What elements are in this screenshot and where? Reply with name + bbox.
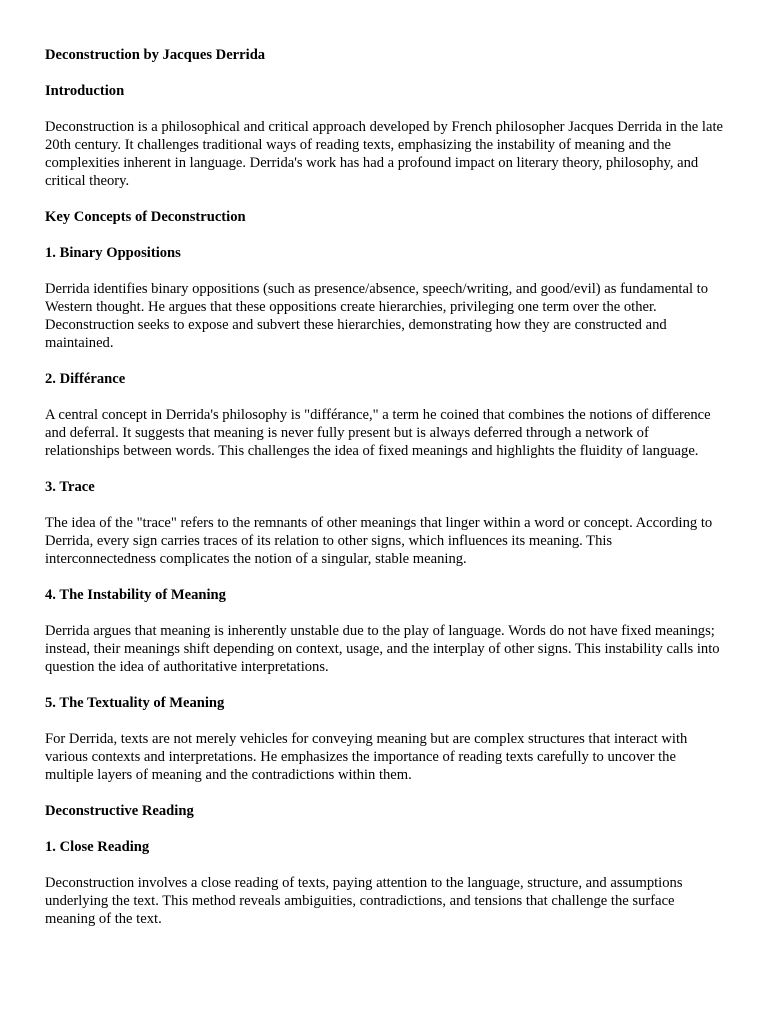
- concept-paragraph-trace: The idea of the "trace" refers to the remnants of other meanings that linger within a word or concept. According to Derrida, every sign carries traces of its relation to other signs, which influences its meaning. This interconnectedness complicates the notion of a singular, stable meaning.: [45, 515, 713, 567]
- concept-heading-binary-oppositions: 1. Binary Oppositions: [45, 245, 181, 261]
- section-heading-deconstructive-reading: Deconstructive Reading: [45, 803, 194, 819]
- concept-heading-textuality: 5. The Textuality of Meaning: [45, 695, 225, 711]
- concept-heading-trace: 3. Trace: [45, 479, 95, 495]
- concept-paragraph-instability: Derrida argues that meaning is inherently unstable due to the play of language. Words do not have fixed meanings; instead, their meanings shift depending on context, usage, and the interplay of other signs. This instability calls into question the idea of authoritative interpretations.: [45, 623, 720, 675]
- concept-paragraph-differance: A central concept in Derrida's philosophy is "différance," a term he coined that combines the notions of difference and deferral. It suggests that meaning is never fully present but is always deferred through a network of relationships between words. This challenges the idea of fixed meanings and highlights the fluidity of language.: [45, 407, 711, 459]
- concept-heading-instability: 4. The Instability of Meaning: [45, 587, 226, 603]
- concept-paragraph-binary-oppositions: Derrida identifies binary oppositions (such as presence/absence, speech/writing, and good/evil) as fundamental to Western thought. He argues that these oppositions create hierarchies, privileging one term over the other. Deconstruction seeks to expose and subvert these hierarchies, demonstrating how they are constructed and maintained.: [45, 281, 709, 351]
- concept-paragraph-textuality: For Derrida, texts are not merely vehicles for conveying meaning but are complex structures that interact with various contexts and interpretations. He emphasizes the importance of reading texts carefully to uncover the multiple layers of meaning and the contradictions within them.: [45, 731, 688, 783]
- section-heading-introduction: Introduction: [45, 83, 125, 99]
- document-page: [45, 46, 725, 946]
- concept-heading-differance: 2. Différance: [45, 371, 126, 387]
- introduction-paragraph: Deconstruction is a philosophical and critical approach developed by French philosopher Jacques Derrida in the late 20th century. It challenges traditional ways of reading texts, emphasizing the instability of meaning and the complexities inherent in language. Derrida's work has had a profound impact on literary theory, philosophy, and critical theory.: [45, 119, 723, 189]
- reading-paragraph-close-reading: Deconstruction involves a close reading of texts, paying attention to the language, structure, and assumptions underlying the text. This method reveals ambiguities, contradictions, and tensions that challenge the surface meaning of the text.: [45, 875, 683, 927]
- reading-heading-close-reading: 1. Close Reading: [45, 839, 150, 855]
- section-heading-key-concepts: Key Concepts of Deconstruction: [45, 209, 246, 225]
- document-title: Deconstruction by Jacques Derrida: [45, 47, 266, 63]
